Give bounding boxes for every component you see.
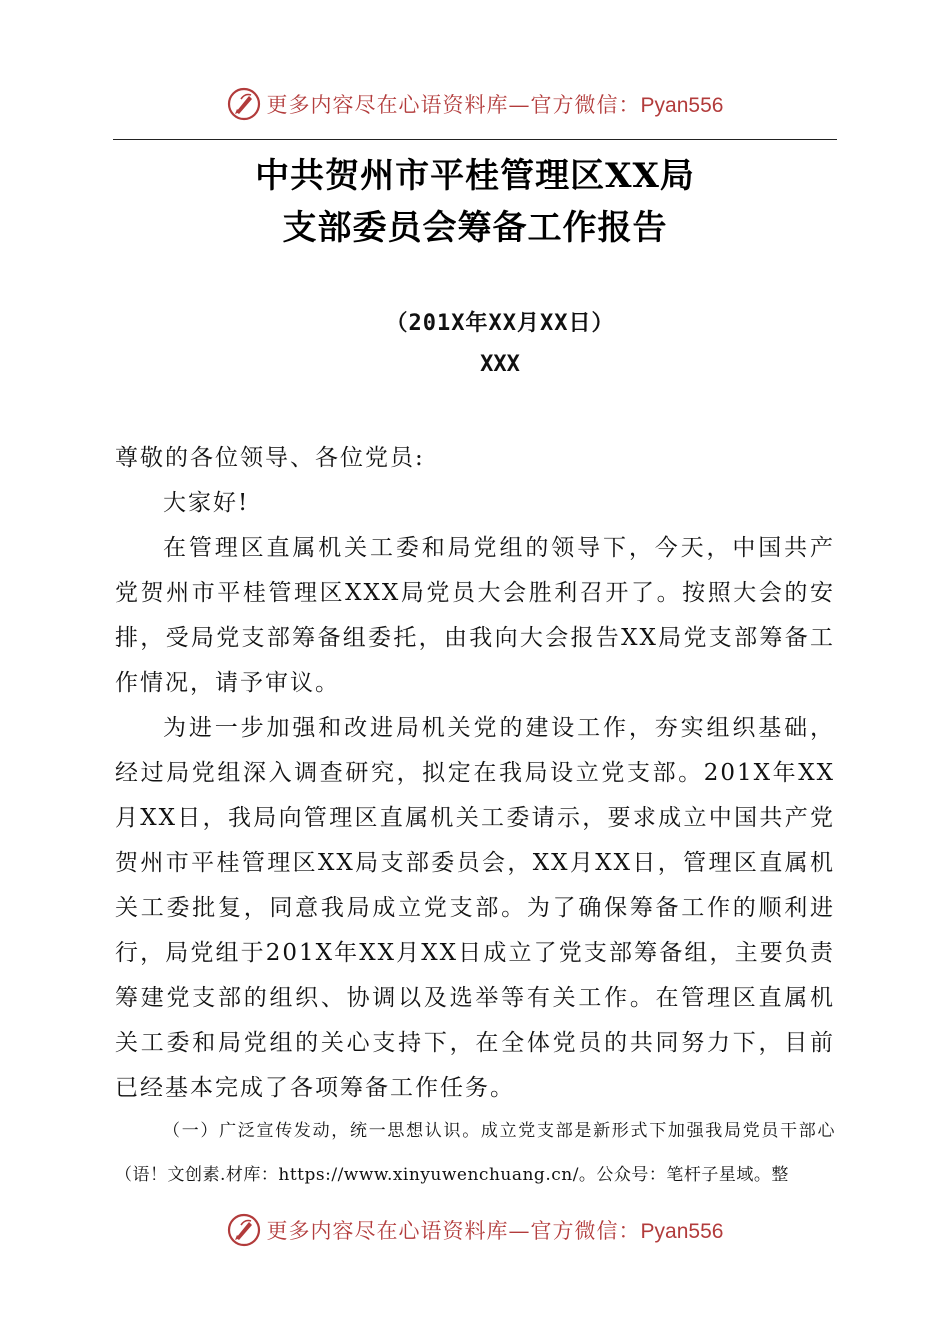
pen-logo-icon [227, 87, 261, 121]
document-title-line-2: 支部委员会筹备工作报告 [282, 208, 668, 248]
salutation: 尊敬的各位领导、各位党员: [115, 445, 425, 471]
report-date: （201X年XX月XX日） [385, 311, 615, 336]
watermark-text: 更多内容尽在心语资料库—官方微信：Pyan556 [266, 93, 724, 117]
header-rule [113, 139, 837, 140]
watermark-banner-top [0, 82, 950, 126]
paragraph-2: 为进一步加强和改进局机关党的建设工作，夯实组织基础，经过局党组深入调查研究，拟定在我局设立党支部。201X年XX月XX日，我局向管理区直属机关工委请示，要求成立中国共产党贺州市平桂管理区XX局支部委员会，XX月XX日，管理区直属机关工委批复，同意我局成立党支部。为了确保筹备工作的顺利进行，局党组于201X年XX月XX日成立了党支部筹备组，主要负责筹建党支部的组织、协调以及选举等有关工作。在管理区直属机关工委和局党组的关心支持下，在全体党员的共同努力下，目前已经基本完成了各项筹备工作任务。 [115, 715, 835, 1101]
section-1-paragraph: （一）广泛宣传发动，统一思想认识。成立党支部是新形式下加强我局党员干部心（语！文创素.材库：https://www.xinyuwenchuang.cn/。公众号：笔杆子星域。整 [115, 1121, 835, 1185]
watermark-banner-bottom [0, 1208, 950, 1252]
pen-logo-icon [227, 1213, 261, 1247]
greeting: 大家好! [163, 490, 250, 516]
watermark-text: 更多内容尽在心语资料库—官方微信：Pyan556 [266, 1219, 724, 1243]
paragraph-1: 在管理区直属机关工委和局党组的领导下，今天，中国共产党贺州市平桂管理区XXX局党员大会胜利召开了。按照大会的安排，受局党支部筹备组委托，由我向大会报告XX局党支部筹备工作情况，请予审议。 [115, 535, 835, 696]
report-body [115, 436, 835, 1111]
report-author: XXX [480, 352, 520, 377]
document-title-line-1: 中共贺州市平桂管理区XX局 [255, 156, 695, 196]
